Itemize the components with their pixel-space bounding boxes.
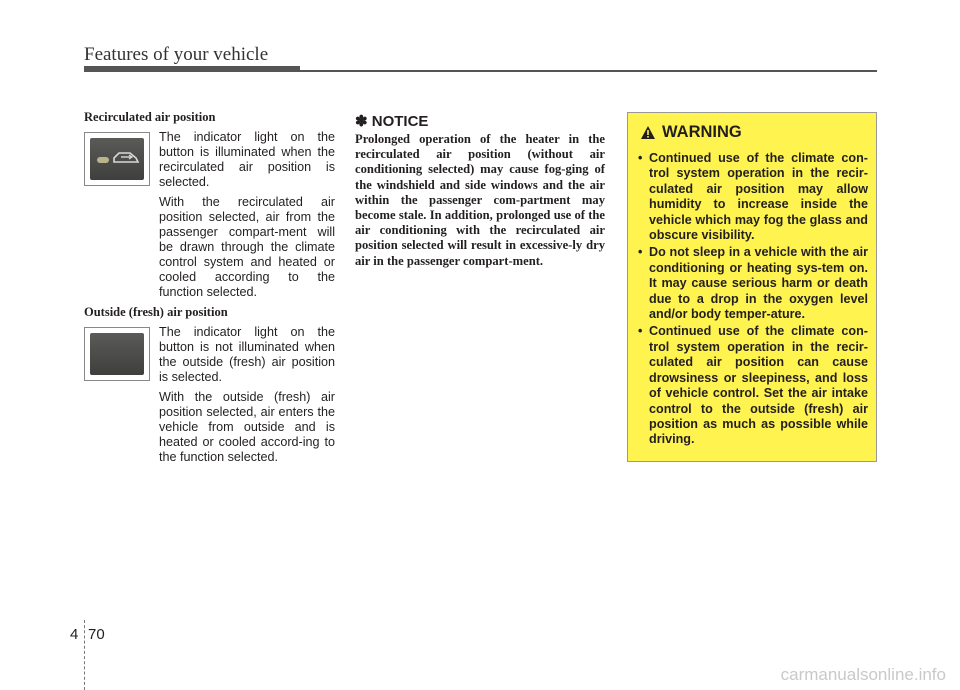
- outside-air-button: [90, 333, 144, 375]
- page-divider: [84, 620, 85, 690]
- outside-air-button-image: [84, 327, 150, 381]
- recirculated-title: Recirculated air position: [84, 110, 216, 124]
- recirculated-button-image: [84, 132, 150, 186]
- recirculated-text-2: With the recirculated air position selected, air from the passenger compart-ment will be drawn through the climate control system and heated or cooled according to the function selected.: [159, 195, 335, 299]
- notice-title: ✽ NOTICE: [355, 113, 429, 130]
- header-bar: [84, 66, 300, 72]
- page-number: 70: [88, 626, 105, 643]
- notice-body: Prolonged operation of the heater in the recirculated air position (without air conditioning selected) may cause fog-ging of the windshield and side windows and the air within the passenger com-partment may become stale. In addition, prolonged use of the air conditioning with the recirculated air position selected will result in excessive-ly dry air in the passenger compart-ment.: [355, 132, 605, 268]
- warning-header: [640, 123, 742, 142]
- recirculated-text-1: The indicator light on the button is illuminated when the recirculated air position is selected.: [159, 130, 335, 189]
- watermark: carmanualsonline.info: [780, 665, 946, 684]
- warning-box: [627, 112, 877, 462]
- outside-air-text-1: The indicator light on the button is not illuminated when the outside (fresh) air position is selected.: [159, 325, 335, 384]
- chapter-number: 4: [70, 626, 79, 643]
- outside-air-section: [84, 305, 336, 465]
- header-rule: [300, 70, 877, 72]
- recirculated-section: [84, 110, 336, 305]
- warning-title: WARNING: [662, 123, 742, 141]
- warning-list: [638, 151, 868, 450]
- warning-item: • Continued use of the climate con-trol system operation in the recir-culated air position can cause drowsiness or sleepiness, and loss of vehicle control. Set the air intake control to the outside (fresh) air position as much as possible while driving.: [638, 324, 868, 447]
- warning-item: • Do not sleep in a vehicle with the air conditioning or heating sys-tem on. It may cause serious harm or death due to a drop in the oxygen level and/or body temper-ature.: [638, 245, 868, 322]
- page-header-title: Features of your vehicle: [84, 44, 269, 65]
- warning-triangle-icon: [640, 125, 656, 140]
- outside-air-description: [159, 325, 335, 470]
- air-position-column: [84, 110, 336, 465]
- recirculated-description: [159, 130, 335, 305]
- recirculated-button: [90, 138, 144, 180]
- notice-section: [355, 112, 605, 269]
- warning-item: • Continued use of the climate con-trol system operation in the recir-culated air position may allow humidity to increase inside the vehicle which may fog the glass and obscure visibility.: [638, 151, 868, 243]
- outside-air-title: Outside (fresh) air position: [84, 305, 228, 319]
- indicator-light-on: [97, 157, 109, 163]
- recirculation-car-icon: [112, 148, 140, 166]
- outside-air-text-2: With the outside (fresh) air position selected, air enters the vehicle from outside and is heated or cooled accord-ing to the function selected.: [159, 390, 335, 464]
